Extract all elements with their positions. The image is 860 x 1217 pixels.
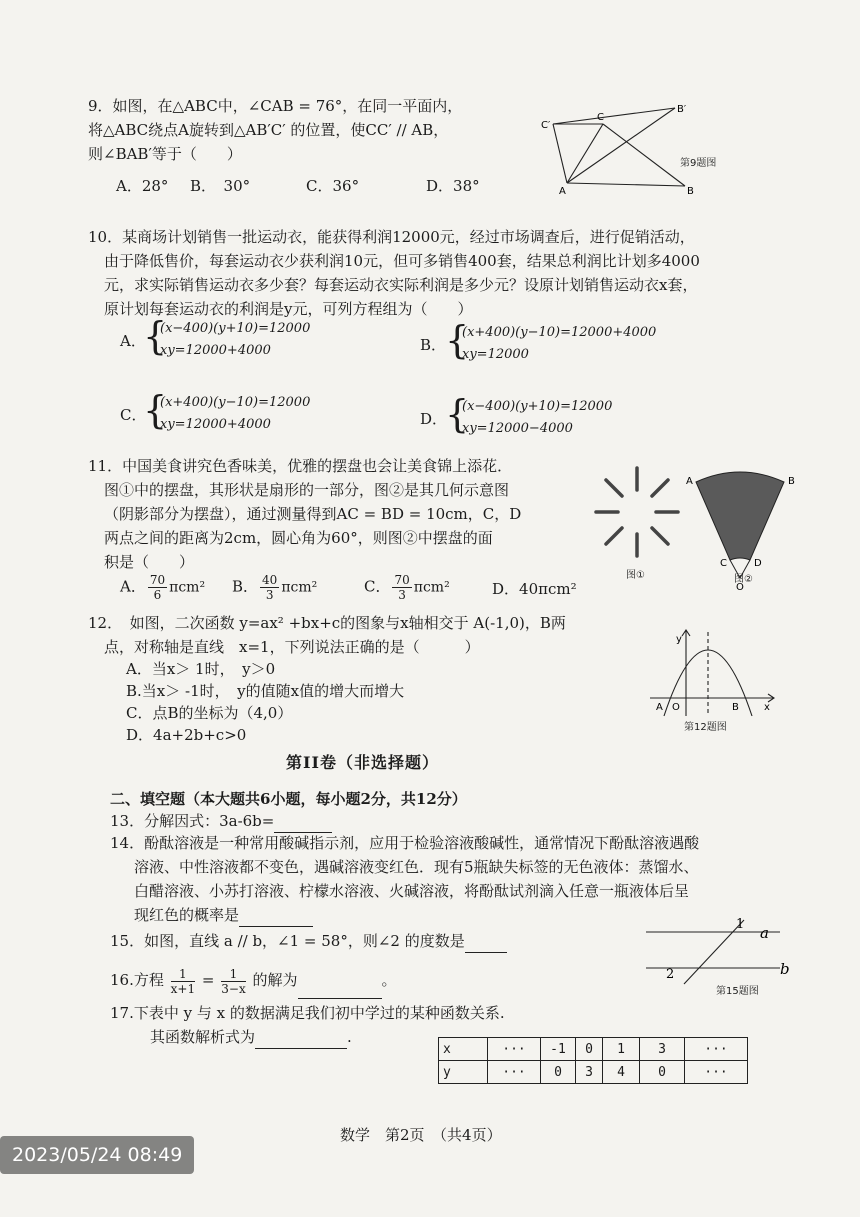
table-row-x [439,1038,748,1061]
q11-option-c-unit: πcm² [413,579,450,596]
q10-option-d-label: D． [420,410,448,428]
section-title: 第II卷（非选择题） [286,753,439,772]
q12-parabola-figure [646,624,786,720]
q11-option-d: D．40πcm² [492,580,577,598]
q16-lhs-denominator: x+1 [170,981,196,996]
q11-line4: 两点之间的距离为2cm，圆心角为60°，则图②中摆盘的面 [104,529,493,547]
q17-line2: 其函数解析式为 [150,1028,256,1046]
table-cell: ··· [685,1038,748,1061]
q11-fig2-label-d: D [754,558,762,569]
q11-fig2-label-c: C [720,558,727,569]
q11-option-c [364,573,450,602]
q9-label-c-prime: C′ [541,120,551,131]
q16-rhs-fraction [221,967,245,996]
q9-option-a: A．28° [116,177,169,195]
q14-line4-wrap [134,904,313,927]
q11-option-c-denominator: 3 [398,588,406,602]
timestamp-overlay: 2023/05/24 08:49 [0,1136,194,1174]
q10-option-b-brace: { [445,318,470,362]
q15-label-angle2: 2 [666,967,675,982]
q11-option-b-unit: πcm² [281,579,318,596]
q10-line4: 原计划每套运动衣的利润是y元，可列方程组为（ ） [104,300,473,318]
q9-figure-caption: 第9题图 [680,158,717,169]
q15-label-a: a [760,924,769,942]
q17-line1: 17.下表中 y 与 x 的数据满足我们初中学过的某种函数关系. [110,1004,505,1022]
q9-line2: 将△ABC绕点A旋转到△AB′C′ 的位置，使CC′ // AB， [88,121,449,139]
q11-fig2-label-o: O [736,582,744,593]
q11-option-c-label: C． [364,577,391,596]
q12-label-y: y [676,634,682,645]
q12-option-c: C．点B的坐标为（4,0） [126,704,293,722]
q9-line3: 则∠BAB′等于（ ） [88,145,242,163]
q16-end: 。 [381,971,397,989]
q15-answer-blank[interactable] [465,930,507,953]
table-cell: 0 [576,1038,603,1061]
q14-line1: 14．酚酞溶液是一种常用酸碱指示剂，应用于检验溶液酸碱性，通常情况下酚酞溶液遇酸 [110,834,700,852]
q12-option-b: B.当x＞ -1时， y的值随x值的增大而增大 [126,682,405,700]
table-cell: x [439,1038,488,1061]
q10-line2: 由于降低售价，每套运动衣少获利润10元，但可多销售400套，结果总利润比计划多4000 [104,252,700,270]
q11-fig2-label-a: A [686,476,693,487]
q9-option-d: D．38° [426,177,480,195]
q10-option-d-eq1: (x−400)(y+10)=12000 [462,399,613,414]
q10-line3: 元，求实际销售运动衣多少套？每套运动衣实际利润是多少元？设原计划销售运动衣x套， [104,276,698,294]
q10-line1: 10．某商场计划销售一批运动衣，能获得利润12000元，经过市场调查后，进行促销活动， [88,228,695,246]
q11-figure1-caption: 图① [626,570,645,581]
q13-answer-blank[interactable] [274,810,332,833]
q16-answer-blank[interactable] [298,962,382,999]
table-cell: ··· [685,1061,748,1084]
q10-option-b-eq2: xy=12000 [462,347,529,362]
q12-line2: 点，对称轴是直线 x=1，下列说法正确的是（ ） [104,638,480,656]
q11-line2: 图①中的摆盘，其形状是扇形的一部分，图②是其几何示意图 [104,481,510,499]
q15-label-b: b [780,960,790,978]
q10-option-d-eq2: xy=12000−4000 [462,421,573,436]
q10-option-c-brace: { [143,388,168,432]
table-cell: 0 [640,1061,685,1084]
q11-option-c-fraction [392,573,411,602]
q12-label-x: x [764,702,770,713]
table-cell: 1 [603,1038,640,1061]
q12-option-a: A．当x＞ 1时， y＞0 [126,660,276,678]
table-cell: -1 [541,1038,576,1061]
q12-label-a: A [656,702,663,713]
table-cell: 4 [603,1061,640,1084]
q17-line2-end: . [347,1028,352,1046]
q15-text: 15．如图，直线 a // b，∠1 = 58°，则∠2 的度数是 [110,932,465,950]
q11-option-a-fraction [148,573,167,602]
table-cell: y [439,1061,488,1084]
q9-line1: 9．如图，在△ABC中，∠CAB = 76°，在同一平面内， [88,97,463,115]
q11-fig2-label-b: B [788,476,795,487]
q10-option-b-label: B． [420,336,447,354]
table-cell: ··· [488,1061,541,1084]
q11-option-a-denominator: 6 [153,588,162,602]
q11-line5: 积是（ ） [104,553,195,571]
q12-label-o: O [672,702,680,713]
q10-option-a-brace: { [143,314,168,358]
q11-option-b-numerator: 40 [262,573,278,587]
table-row-y [439,1061,748,1084]
q11-option-a-numerator: 70 [149,573,166,587]
q13-text: 13．分解因式：3a-6b= [110,812,275,830]
q11-option-a [120,573,205,602]
q11-figure2-caption: 图② [734,574,753,585]
q10-option-a-eq1: (x−400)(y+10)=12000 [160,321,311,336]
q16-line [110,962,397,999]
q11-line1: 11．中国美食讲究色香味美，优雅的摆盘也会让美食锦上添花． [88,457,513,475]
q9-label-b: B [687,186,694,197]
q11-option-b [232,573,317,602]
q11-option-a-unit: πcm² [169,579,206,596]
q9-label-b-prime: B′ [677,104,687,115]
q11-option-b-denominator: 3 [265,588,274,602]
q15-parallel-lines-figure [640,918,800,988]
q11-option-b-label: B． [232,577,259,596]
q13-line [110,810,332,833]
q15-label-angle1: 1 [736,918,745,932]
q11-option-b-fraction [260,573,279,602]
q9-option-c: C．36° [306,177,360,195]
table-cell: 3 [576,1061,603,1084]
q14-line4: 现红色的概率是 [134,906,240,924]
q10-option-a-eq2: xy=12000+4000 [160,343,271,358]
q10-option-c-label: C． [120,406,147,424]
q16-lhs-fraction [171,967,195,996]
q9-option-b: B． 30° [190,177,251,195]
q9-label-c: C [597,112,604,123]
q11-figure1-sunburst [592,462,682,562]
q10-option-c-eq1: (x+400)(y−10)=12000 [160,395,311,410]
q15-figure-caption: 第15题图 [716,986,759,997]
section-heading: 二、填空题（本大题共6小题，每小题2分，共12分） [110,790,467,808]
q12-option-d: D．4a+2b+c>0 [126,726,247,744]
q10-option-b-eq1: (x+400)(y−10)=12000+4000 [462,325,657,340]
table-cell: 3 [640,1038,685,1061]
q14-line3: 白醋溶液、小苏打溶液、柠檬水溶液、火碱溶液，将酚酞试剂滴入任意一瓶液体后呈 [134,882,690,900]
q16-suffix: 的解为 [252,971,298,989]
table-cell: 0 [541,1061,576,1084]
q11-option-c-numerator: 70 [394,573,410,587]
q14-line2: 溶液、中性溶液都不变色，遇碱溶液变红色．现有5瓶缺失标签的无色液体：蒸馏水、 [134,858,699,876]
q12-figure-caption: 第12题图 [684,722,727,733]
q10-option-d-brace: { [445,392,470,436]
q9-figure [535,100,765,200]
q16-equals: = [201,971,215,989]
q16-rhs-numerator: 1 [221,967,245,982]
q16-prefix: 16.方程 [110,971,164,989]
q10-option-a-label: A． [120,332,146,350]
q10-option-c-eq2: xy=12000+4000 [160,417,271,432]
q15-line [110,930,507,953]
q17-answer-blank[interactable] [255,1026,347,1049]
q9-label-a: A [559,186,566,197]
q11-line3: （阴影部分为摆盘），通过测量得到AC = BD = 10cm，C，D [104,505,522,523]
q16-lhs-numerator: 1 [171,967,195,982]
q14-answer-blank[interactable] [239,904,313,927]
q17-line2-wrap [150,1026,352,1049]
q12-label-b: B [732,702,739,713]
table-cell: ··· [488,1038,541,1061]
q11-option-a-label: A． [120,577,146,596]
q12-line1: 12． 如图，二次函数 y=ax² +bx+c的图象与x轴相交于 A(-1,0)，B两 [88,614,566,632]
q16-rhs-denominator: 3−x [221,981,246,996]
page-footer: 数学 第2页 （共4页） [340,1126,502,1144]
q17-value-table [438,1037,748,1084]
